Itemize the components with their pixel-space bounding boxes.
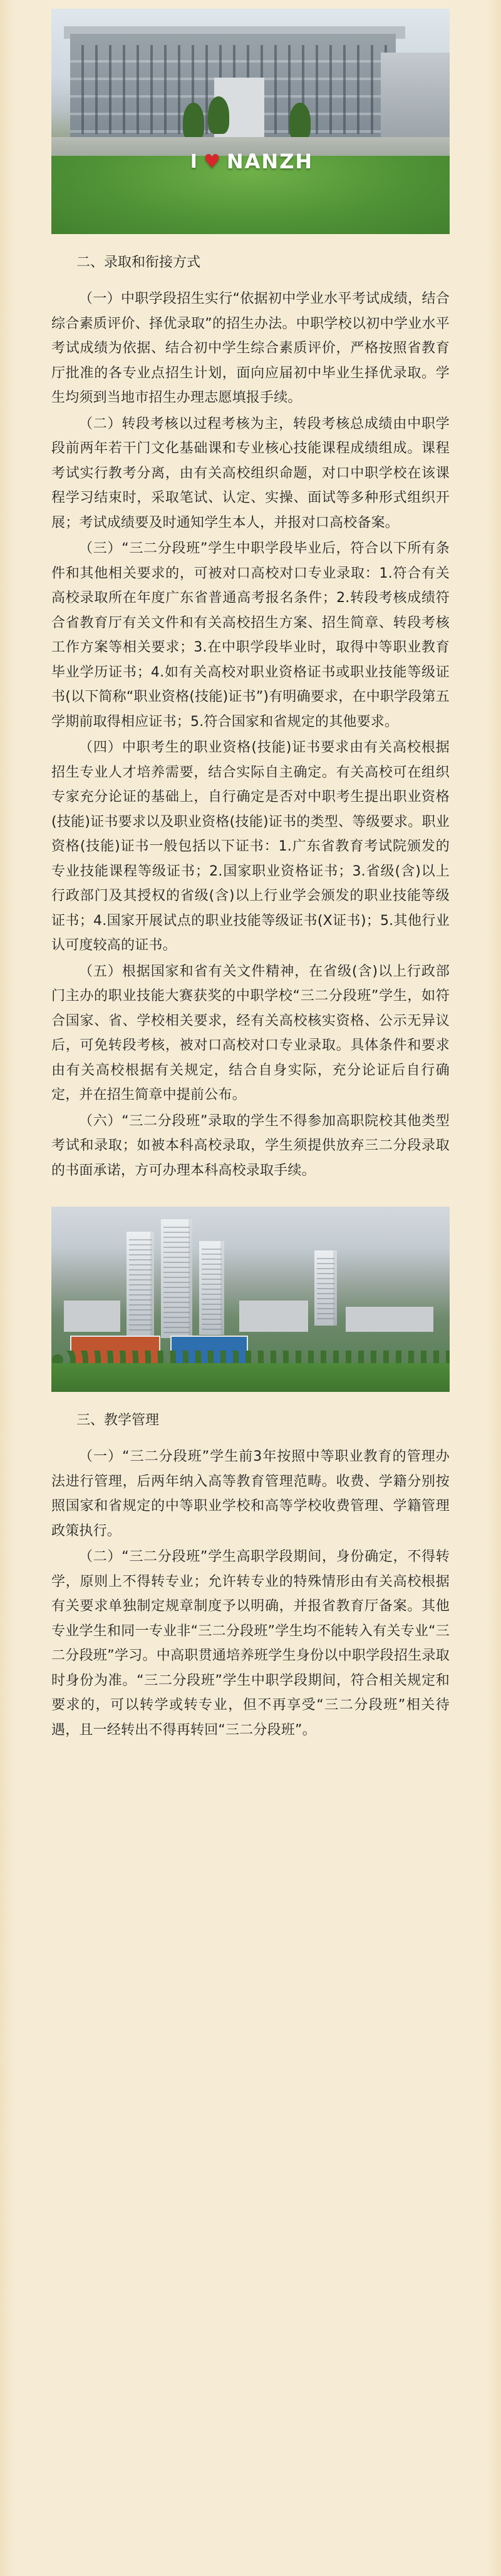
tree <box>289 103 311 140</box>
lawn-sign: I ♥ NANZH <box>190 150 314 173</box>
tower-building <box>127 1232 154 1338</box>
tree <box>183 103 204 140</box>
low-building <box>346 1307 433 1332</box>
article-content <box>51 0 450 1744</box>
paragraph: （一）中职学段招生实行“依据初中学业水平考试成绩，结合综合素质评价、择优录取”的招生办法。中职学校以初中学业水平考试成绩为依据、结合初中学生综合素质评价，严格按照省教育厅批准的各专业点招生计划，面向应届初中毕业生择优录取。学生均须到当地市招生办理志愿填报手续。 <box>51 291 450 406</box>
paragraph: （五）根据国家和省有关文件精神，在省级(含)以上行政部门主办的职业技能大赛获奖的中职学校“三二分段班”学生，如符合国家、省、学校相关要求，经有关高校核实资格、公示无异议后，可免转段考核，被对口高校对口专业录取。具体条件和要求由有关高校根据有关规定，结合自身实际，充分论证后自行确定，并在招生简章中提前公布。 <box>51 963 450 1103</box>
page-edge-right <box>486 0 501 2576</box>
heart-icon: ♥ <box>203 150 222 173</box>
green-area <box>51 1363 450 1392</box>
lawn-sign-text: NANZH <box>226 150 314 173</box>
low-building <box>239 1301 308 1332</box>
paragraph: （六）“三二分段班”录取的学生不得参加高职院校其他类型考试和录取；如被本科高校录取，学生须提供放弃三二分段录取的书面承诺，方可办理本科高校录取手续。 <box>51 1113 450 1178</box>
tower-building <box>161 1219 192 1338</box>
campus-gate-photo <box>51 9 450 234</box>
tree <box>208 96 229 134</box>
section-heading-teaching: 三、教学管理 <box>76 1413 160 1428</box>
paragraph: （一）“三二分段班”学生前3年按照中等职业教育的管理办法进行管理，后两年纳入高等教育管理范畴。收费、学籍分别按照国家和省规定的中等职业学校和高等学校收费管理、学籍管理政策执行。 <box>51 1449 450 1539</box>
tower-building <box>199 1241 224 1335</box>
paragraph: （二）转段考核以过程考核为主，转段考核总成绩由中职学段前两年若干门文化基础课和专业核心技能课程成绩组成。课程考试实行教考分离，由有关高校组织命题，对口中职学校在该课程学习结束时，采取笔试、认定、实操、面试等多种形式组织开展；考试成绩要及时通知学生本人，并报对口高校备案。 <box>51 416 450 531</box>
tower-building <box>314 1250 337 1326</box>
campus-aerial-photo <box>51 1207 450 1392</box>
side-building <box>381 53 450 140</box>
paragraph: （四）中职考生的职业资格(技能)证书要求由有关高校根据招生专业人才培养需要，结合实际自主确定。有关高校可在组织专家充分论证的基础上，自行确定是否对中职考生提出职业资格(技能)证书要求以及职业资格(技能)证书的类型、等级要求。职业资格(技能)证书一般包括以下证书：1.广东省教育考试院颁发的专业技能课程等级证书；2.国家职业资格证书；3.省级(含)以上行政部门及其授权的省级(含)以上行业学会颁发的职业技能等级证书；4.国家开展试点的职业技能等级证书(X证书)；5.其他行业认可度较高的证书。 <box>51 740 450 953</box>
paragraph: （三）“三二分段班”学生中职学段毕业后，符合以下所有条件和其他相关要求的，可被对口高校对口专业录取：1.符合有关高校录取所在年度广东省普通高考报名条件；2.转段考核成绩符合省教育厅有关文件和有关高校招生方案、招生简章、转段考核工作方案等相关要求；3.在中职学段毕业时，取得中等职业教育毕业学历证书；4.如有关高校对职业资格证书或职业技能等级证书(以下简称“职业资格(技能)证书”)有明确要求，在中职学段第五学期前取得相应证书；5.符合国家和省规定的其他要求。 <box>51 541 450 730</box>
paragraph: （二）“三二分段班”学生高职学段期间，身份确定，不得转学，原则上不得转专业；允许转专业的特殊情形由有关高校根据有关要求单独制定规章制度予以明确，并报省教育厅备案。其他专业学生和同一专业非“三二分段班”学生均不能转入有关专业“三二分段班”学习。中高职贯通培养班学生身份以中职学段招生录取时身份为准。“三二分段班”学生中职学段期间，符合相关规定和要求的，可以转学或转专业，但不再享受“三二分段班”相关待遇，且一经转出不得再转回“三二分段班”。 <box>51 1549 450 1738</box>
page-edge-left <box>0 0 15 2576</box>
low-building <box>64 1301 120 1332</box>
section-heading-admission: 二、录取和衔接方式 <box>76 255 201 270</box>
